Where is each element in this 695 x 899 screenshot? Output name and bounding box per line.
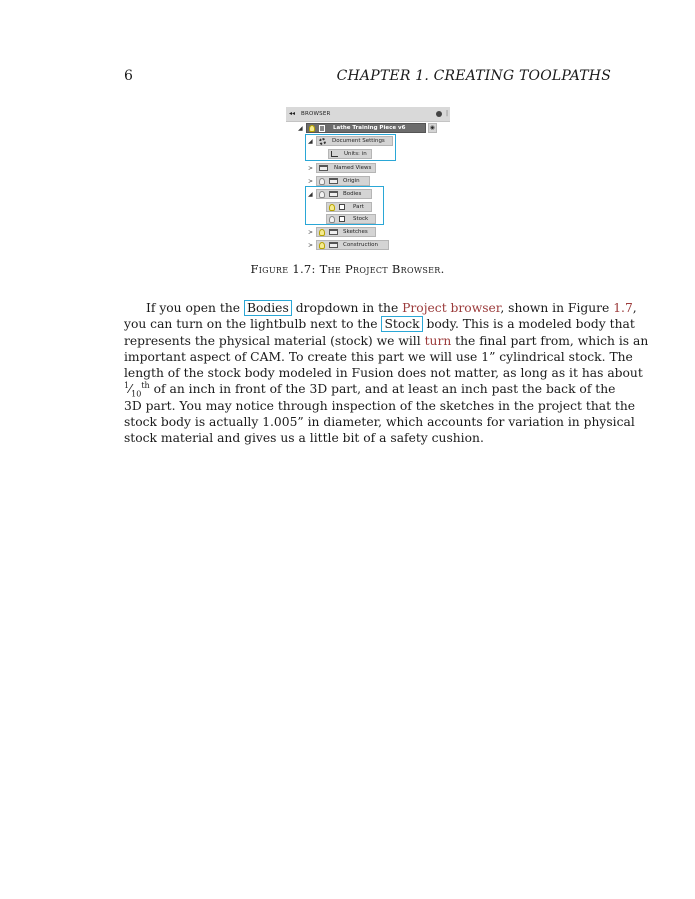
text-line: important aspect of CAM. To create this part we will use 1” cylindrical stock. The [124,349,633,364]
root-label: Lathe Training Piece v6 [333,125,406,131]
browser-title: BROWSER [301,111,331,117]
body-paragraph [124,300,649,447]
component-icon [319,125,325,132]
project-browser-figure [286,107,450,253]
folder-icon [329,242,338,248]
caption-label: Figure 1.7: [250,262,316,276]
page-number: 6 [124,68,133,84]
expanded-triangle-icon[interactable]: ◢ [308,138,313,145]
text-line: 3D part. You may notice through inspection of the sketches in the project that the [124,398,636,413]
tree-item-label: Stock [353,216,369,222]
text: , [632,301,637,315]
lightbulb-icon[interactable] [319,178,325,185]
text: dropdown in the [291,301,403,315]
browser-header [286,107,450,122]
collapsed-arrow-icon[interactable]: > [308,178,314,185]
text: body. This is a modeled body that [422,317,635,332]
text: of an inch in front of the 3D part, and at least an inch past the back of the [149,382,616,397]
text-line: stock body is actually 1.005” in diameter, which accounts for variation in physical [124,415,635,430]
lightbulb-icon[interactable] [319,229,325,236]
text-line: $^1⁄_{10}^{th}$ of an inch in front of the 3D part, and at least an inch past the back of the [124,381,616,399]
caption-text: The Project Browser. [319,262,445,276]
folder-icon [329,178,338,184]
superscript: th [141,381,150,391]
tree-item-named-views[interactable] [316,163,376,173]
text-line [124,300,637,316]
expanded-triangle-icon[interactable]: ◢ [308,191,313,198]
text-line: length of the stock body modeled in Fusion does not matter, as long as it has about [124,366,643,381]
radio-icon[interactable]: ◉ [428,123,437,133]
expanded-triangle-icon[interactable]: ◢ [298,125,303,132]
figure-ref-link[interactable]: 1.7 [613,301,633,315]
tree-item-label: Construction [343,242,379,248]
lightbulb-icon[interactable] [309,125,315,132]
tree-item-label: Sketches [343,229,368,235]
text: you can turn on the lightbulb next to the [124,317,382,332]
root-component[interactable] [306,123,426,133]
text: If you open the [146,301,244,315]
project-browser-link[interactable]: Project browser [402,301,501,315]
tree-item-label: Named Views [334,165,372,171]
tree-item-sketches[interactable] [316,227,376,237]
tree-item-label: Bodies [343,191,362,197]
text-line [124,316,635,332]
text: represents the physical material (stock) we will [124,333,425,348]
collapsed-arrow-icon[interactable]: > [308,242,314,249]
fraction-denominator: 10 [131,389,142,399]
bodies-term-box: Bodies [244,300,292,316]
collapse-arrows-icon[interactable]: ◂◂ [289,110,296,117]
record-icon[interactable] [436,111,442,117]
highlight-box-bodies [305,186,384,225]
text: the final part from, which is an [451,333,649,348]
tree-item-label: Origin [343,178,360,184]
tree-item-origin[interactable] [316,176,370,186]
collapsed-arrow-icon[interactable]: > [308,165,314,172]
highlight-box-document-settings [305,134,396,161]
collapsed-arrow-icon[interactable]: > [308,229,314,236]
folder-icon [329,229,338,235]
divider-icon: | [445,110,448,117]
fraction-numerator: 1 [124,381,130,391]
tree-item-label: Part [353,204,364,210]
tree-item-construction[interactable] [316,240,389,250]
text: , shown in Figure [500,301,614,315]
stock-term-box: Stock [381,316,422,332]
running-head: CHAPTER 1. CREATING TOOLPATHS [336,68,611,84]
text-line [124,333,649,349]
lightbulb-icon[interactable] [319,242,325,249]
tree-item-label: Document Settings [332,138,385,144]
tree-item-label: Units: in [344,151,367,157]
folder-icon [319,165,328,171]
text-line: stock material and gives us a little bit of a safety cushion. [124,431,484,446]
figure-caption [0,262,695,276]
turn-link[interactable]: turn [424,333,452,348]
